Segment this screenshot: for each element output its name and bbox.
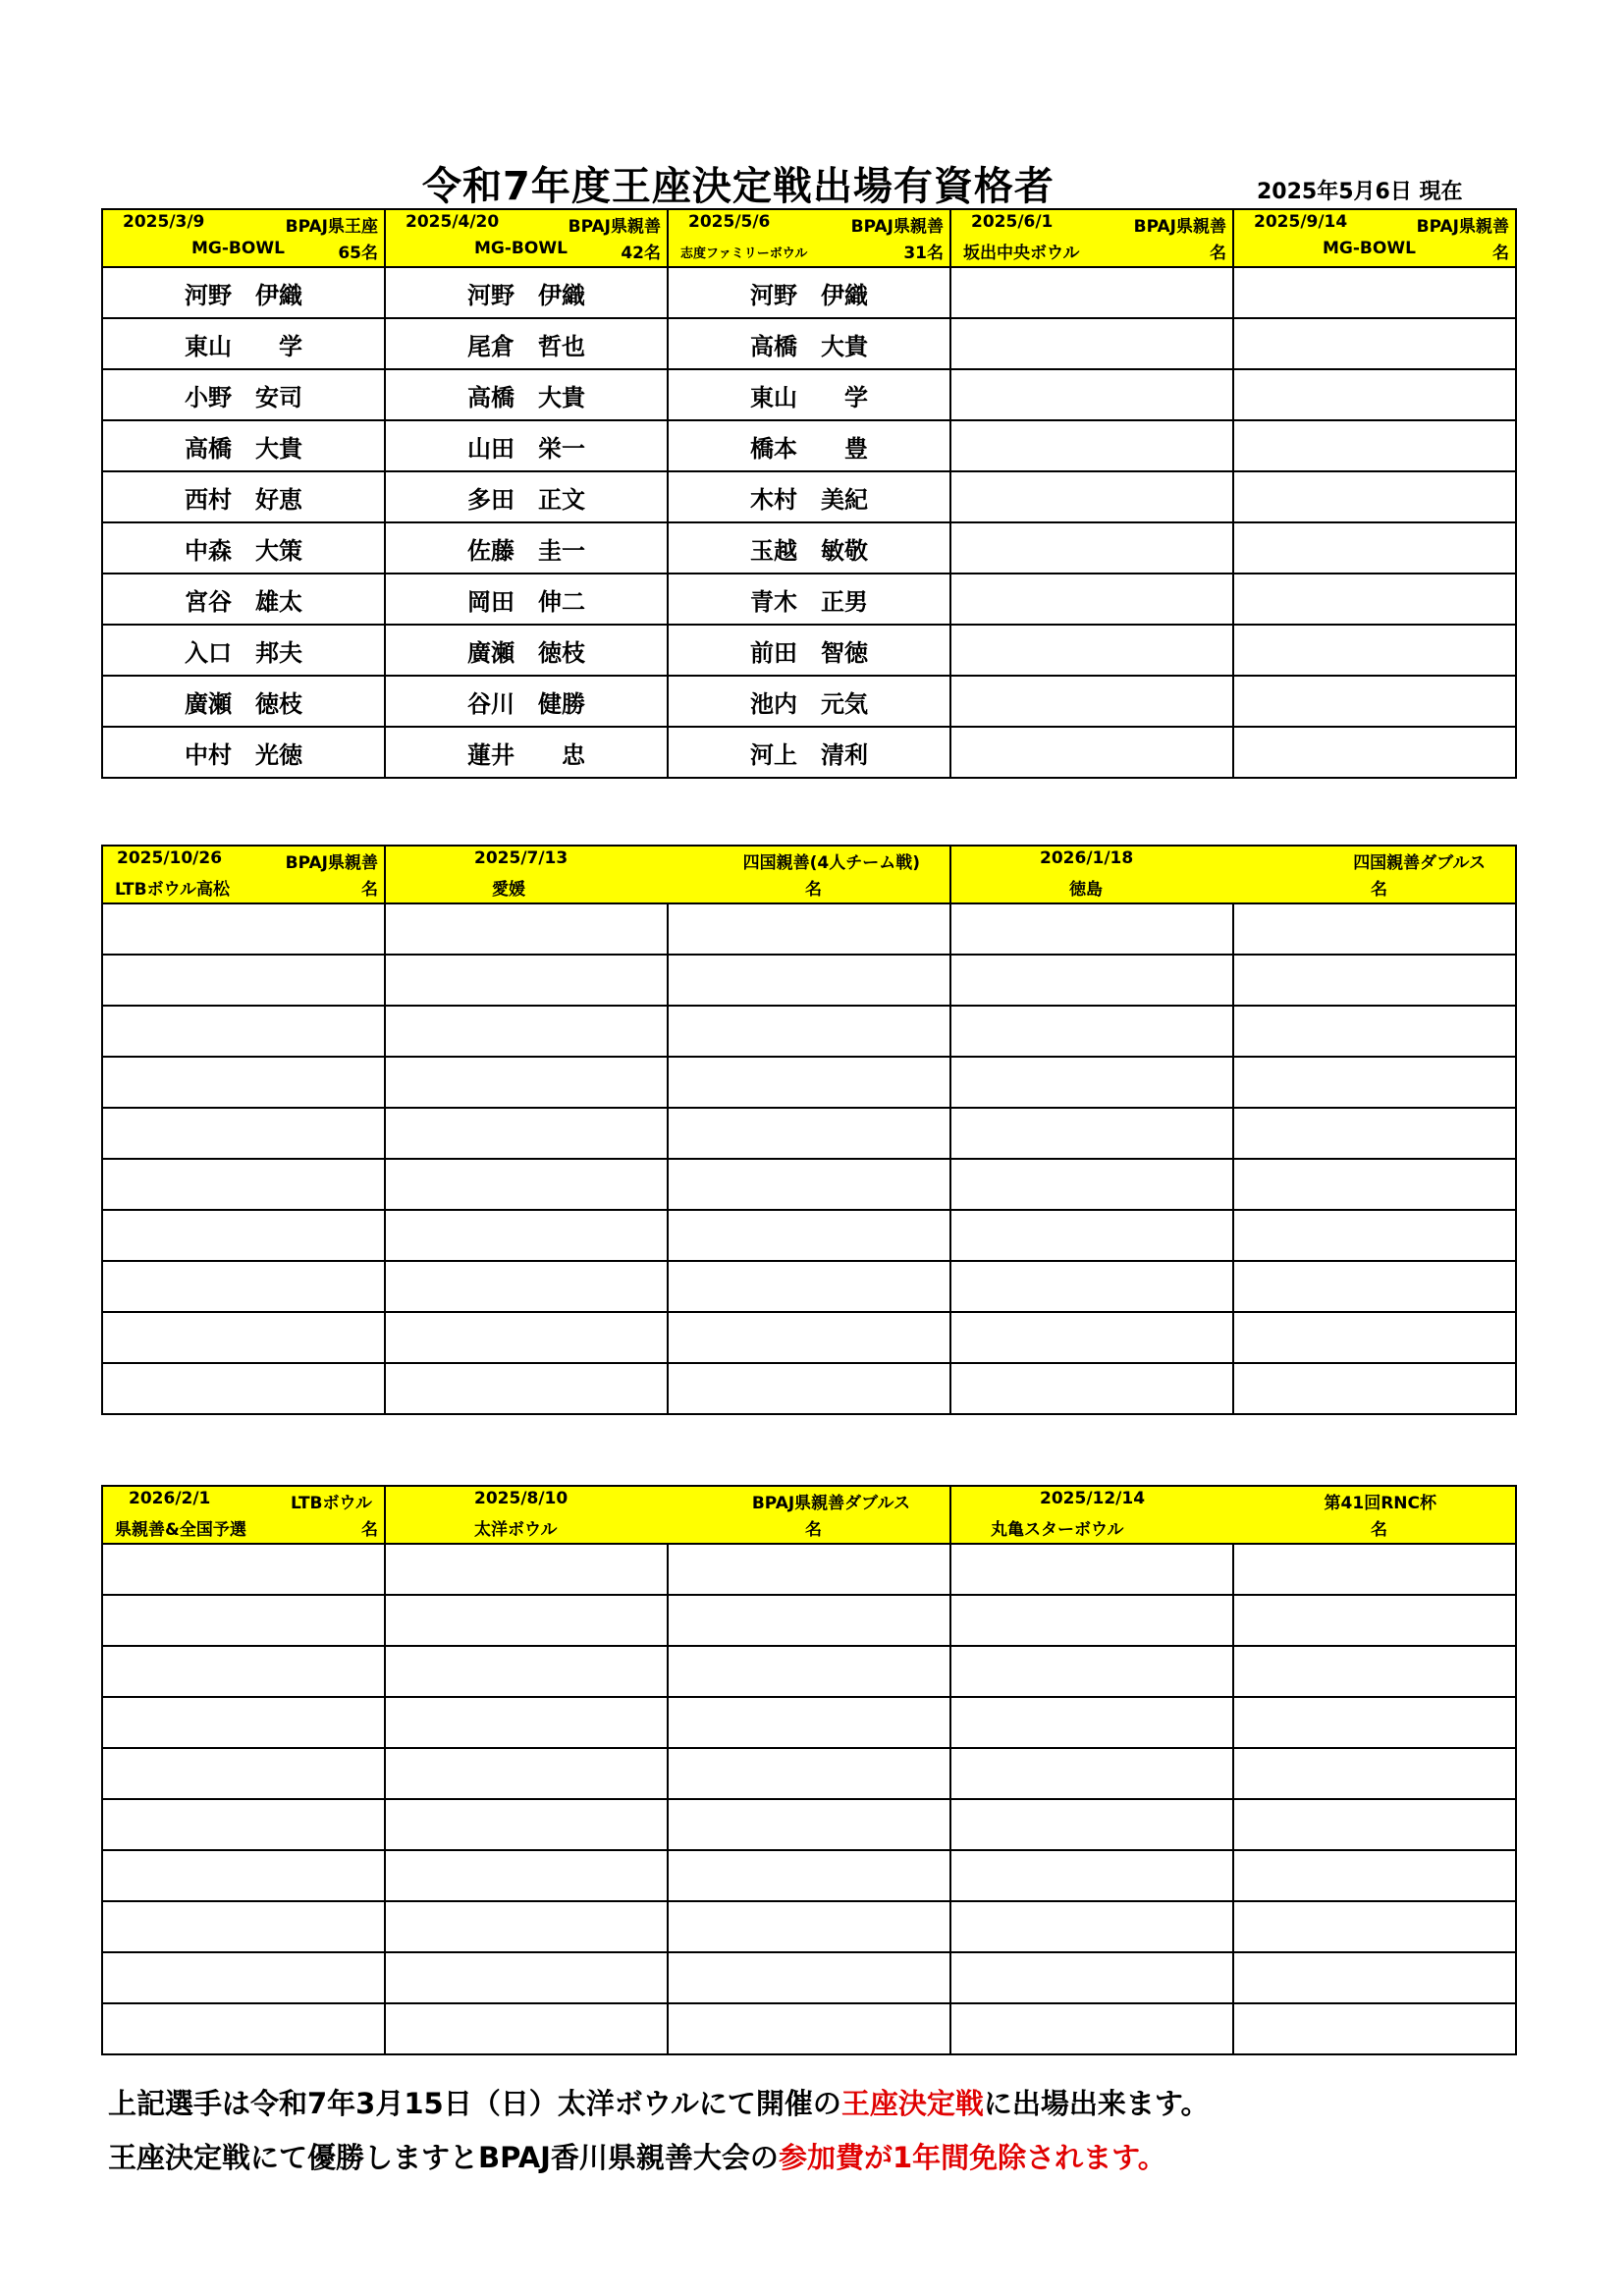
table-row — [102, 1850, 1516, 1901]
player-name-cell — [950, 1312, 1233, 1363]
player-name-cell — [668, 955, 950, 1006]
player-name-cell — [668, 1006, 950, 1057]
player-name-cell — [385, 955, 668, 1006]
player-name-cell — [102, 1159, 385, 1210]
event-header: 2025/9/14 BPAJ県親善 MG-BOWL 名 — [1233, 209, 1516, 267]
table-row — [102, 574, 1516, 625]
player-name-cell — [950, 1901, 1233, 1952]
player-name-cell: 河上 清利 — [668, 727, 950, 778]
player-name-cell — [102, 1748, 385, 1799]
table-row — [102, 1697, 1516, 1748]
player-name-cell — [102, 1952, 385, 2003]
event-header: 2026/1/18 四国親善ダブルス 徳島 名 — [950, 846, 1516, 903]
player-name-cell — [385, 903, 668, 955]
event-header: 2025/4/20 BPAJ県親善 MG-BOWL 42名 — [385, 209, 668, 267]
player-name-cell — [1233, 1646, 1516, 1697]
player-name-cell — [1233, 1697, 1516, 1748]
player-name-cell — [1233, 318, 1516, 369]
player-name-cell — [102, 1312, 385, 1363]
player-name-cell — [950, 420, 1233, 471]
event-header: 2025/8/10 BPAJ県親善ダブルス 太洋ボウル 名 — [385, 1486, 950, 1544]
event-header: 2025/10/26 BPAJ県親善 LTBボウル高松 名 — [102, 846, 385, 903]
player-name-cell: 西村 好恵 — [102, 471, 385, 522]
player-name-cell: 小野 安司 — [102, 369, 385, 420]
event-header: 2025/12/14 第41回RNC杯 丸亀スターボウル 名 — [950, 1486, 1516, 1544]
player-name-cell — [385, 1006, 668, 1057]
player-name-cell: 池内 元気 — [668, 676, 950, 727]
table-row — [102, 1646, 1516, 1697]
player-name-cell — [1233, 625, 1516, 676]
player-name-cell — [1233, 369, 1516, 420]
player-name-cell — [950, 955, 1233, 1006]
player-name-cell — [1233, 1108, 1516, 1159]
player-name-cell — [668, 2003, 950, 2054]
player-name-cell — [668, 1312, 950, 1363]
table-row — [102, 471, 1516, 522]
player-name-cell — [385, 1748, 668, 1799]
player-name-cell — [950, 1850, 1233, 1901]
player-name-cell — [950, 318, 1233, 369]
player-name-cell — [1233, 1057, 1516, 1108]
table-row — [102, 903, 1516, 955]
player-name-cell: 河野 伊織 — [668, 267, 950, 318]
table-row — [102, 1159, 1516, 1210]
table-row — [102, 1748, 1516, 1799]
player-name-cell: 佐藤 圭一 — [385, 522, 668, 574]
player-name-cell — [1233, 903, 1516, 955]
player-name-cell: 山田 栄一 — [385, 420, 668, 471]
player-name-cell: 高橋 大貴 — [102, 420, 385, 471]
player-name-cell — [102, 1697, 385, 1748]
player-name-cell — [1233, 1901, 1516, 1952]
player-name-cell — [385, 1544, 668, 1595]
player-name-cell: 廣瀬 徳枝 — [385, 625, 668, 676]
table-row — [102, 1595, 1516, 1646]
player-name-cell — [950, 574, 1233, 625]
qualifier-table-3 — [101, 1485, 1517, 2055]
player-name-cell — [950, 1952, 1233, 2003]
player-name-cell: 河野 伊織 — [385, 267, 668, 318]
player-name-cell — [950, 1646, 1233, 1697]
player-name-cell: 玉越 敏敬 — [668, 522, 950, 574]
player-name-cell — [102, 1057, 385, 1108]
player-name-cell — [950, 522, 1233, 574]
player-name-cell — [668, 1363, 950, 1414]
player-name-cell — [385, 2003, 668, 2054]
player-name-cell — [1233, 955, 1516, 1006]
player-name-cell — [385, 1363, 668, 1414]
player-name-cell — [950, 1363, 1233, 1414]
player-name-cell — [102, 1006, 385, 1057]
table-row — [102, 267, 1516, 318]
player-name-cell: 尾倉 哲也 — [385, 318, 668, 369]
player-name-cell — [668, 1850, 950, 1901]
player-name-cell — [1233, 1006, 1516, 1057]
player-name-cell — [668, 1159, 950, 1210]
player-name-cell: 橋本 豊 — [668, 420, 950, 471]
player-name-cell — [950, 1595, 1233, 1646]
player-name-cell: 中村 光徳 — [102, 727, 385, 778]
player-name-cell: 岡田 伸二 — [385, 574, 668, 625]
player-name-cell: 廣瀬 徳枝 — [102, 676, 385, 727]
player-name-cell — [385, 1108, 668, 1159]
player-name-cell — [1233, 1363, 1516, 1414]
player-name-cell — [950, 1210, 1233, 1261]
player-name-cell — [102, 1261, 385, 1312]
player-name-cell — [102, 1595, 385, 1646]
player-name-cell: 高橋 大貴 — [668, 318, 950, 369]
qualifier-rows — [102, 267, 1516, 778]
player-name-cell — [950, 676, 1233, 727]
table-row — [102, 1057, 1516, 1108]
table-row — [102, 369, 1516, 420]
player-name-cell — [950, 903, 1233, 955]
player-name-cell — [385, 1697, 668, 1748]
player-name-cell — [668, 1108, 950, 1159]
player-name-cell — [668, 1544, 950, 1595]
event-header: 2025/6/1 BPAJ県親善 坂出中央ボウル 名 — [950, 209, 1233, 267]
player-name-cell — [668, 1595, 950, 1646]
player-name-cell — [1233, 522, 1516, 574]
player-name-cell — [668, 1799, 950, 1850]
player-name-cell: 多田 正文 — [385, 471, 668, 522]
table-row — [102, 1312, 1516, 1363]
player-name-cell: 木村 美紀 — [668, 471, 950, 522]
event-header: 2025/7/13 四国親善(4人チーム戦) 愛媛 名 — [385, 846, 950, 903]
player-name-cell: 宮谷 雄太 — [102, 574, 385, 625]
player-name-cell — [102, 1850, 385, 1901]
player-name-cell — [385, 1261, 668, 1312]
player-name-cell — [1233, 1210, 1516, 1261]
table-row — [102, 420, 1516, 471]
player-name-cell — [102, 1108, 385, 1159]
player-name-cell — [385, 1595, 668, 1646]
player-name-cell — [950, 2003, 1233, 2054]
player-name-cell — [668, 1646, 950, 1697]
player-name-cell — [102, 1901, 385, 1952]
page-title: 令和7年度王座決定戦出場有資格者 — [422, 164, 1055, 209]
player-name-cell: 蓮井 忠 — [385, 727, 668, 778]
player-name-cell: 河野 伊織 — [102, 267, 385, 318]
player-name-cell — [1233, 1595, 1516, 1646]
player-name-cell — [102, 1799, 385, 1850]
player-name-cell — [1233, 574, 1516, 625]
table-row — [102, 1006, 1516, 1057]
table-row — [102, 1544, 1516, 1595]
table-header-row — [102, 1486, 1516, 1544]
player-name-cell — [1233, 1312, 1516, 1363]
table-row — [102, 1363, 1516, 1414]
player-name-cell — [950, 727, 1233, 778]
table-header-row — [102, 846, 1516, 903]
table-row — [102, 1901, 1516, 1952]
table-row — [102, 1108, 1516, 1159]
player-name-cell — [385, 1952, 668, 2003]
player-name-cell — [668, 1210, 950, 1261]
table-row — [102, 522, 1516, 574]
player-name-cell: 前田 智徳 — [668, 625, 950, 676]
player-name-cell — [1233, 1159, 1516, 1210]
player-name-cell — [950, 1697, 1233, 1748]
player-name-cell — [1233, 471, 1516, 522]
player-name-cell: 東山 学 — [668, 369, 950, 420]
note-line-2: 王座決定戦にて優勝しますとBPAJ香川県親善大会の参加費が1年間免除されます。 — [108, 2141, 1166, 2174]
player-name-cell: 谷川 健勝 — [385, 676, 668, 727]
player-name-cell — [102, 1646, 385, 1697]
player-name-cell — [668, 903, 950, 955]
note-line-1: 上記選手は令和7年3月15日（日）太洋ボウルにて開催の王座決定戦に出場出来ます。 — [108, 2087, 1210, 2120]
player-name-cell — [950, 1159, 1233, 1210]
player-name-cell — [1233, 727, 1516, 778]
table-row — [102, 1210, 1516, 1261]
table-row — [102, 727, 1516, 778]
player-name-cell — [668, 1748, 950, 1799]
player-name-cell — [950, 1006, 1233, 1057]
player-name-cell — [102, 1210, 385, 1261]
player-name-cell — [385, 1799, 668, 1850]
player-name-cell — [950, 1799, 1233, 1850]
player-name-cell — [950, 1057, 1233, 1108]
player-name-cell — [385, 1646, 668, 1697]
player-name-cell — [102, 2003, 385, 2054]
qualifier-table-1 — [101, 208, 1517, 779]
player-name-cell — [385, 1159, 668, 1210]
player-name-cell: 中森 大策 — [102, 522, 385, 574]
player-name-cell: 青木 正男 — [668, 574, 950, 625]
player-name-cell — [950, 1108, 1233, 1159]
player-name-cell: 高橋 大貴 — [385, 369, 668, 420]
player-name-cell — [1233, 1799, 1516, 1850]
player-name-cell: 東山 学 — [102, 318, 385, 369]
player-name-cell — [102, 955, 385, 1006]
player-name-cell — [102, 903, 385, 955]
table-row — [102, 955, 1516, 1006]
player-name-cell — [950, 267, 1233, 318]
player-name-cell — [1233, 420, 1516, 471]
event-header: 2025/3/9 BPAJ県王座 MG-BOWL 65名 — [102, 209, 385, 267]
qualifier-rows — [102, 903, 1516, 1414]
player-name-cell — [668, 1952, 950, 2003]
player-name-cell — [950, 1261, 1233, 1312]
player-name-cell — [385, 1850, 668, 1901]
player-name-cell — [385, 1210, 668, 1261]
player-name-cell: 入口 邦夫 — [102, 625, 385, 676]
player-name-cell — [1233, 267, 1516, 318]
qualifier-rows — [102, 1544, 1516, 2054]
qualifier-table-2 — [101, 845, 1517, 1415]
player-name-cell — [1233, 1850, 1516, 1901]
player-name-cell — [668, 1261, 950, 1312]
table-header-row — [102, 209, 1516, 267]
player-name-cell — [385, 1901, 668, 1952]
player-name-cell — [668, 1901, 950, 1952]
player-name-cell — [1233, 676, 1516, 727]
event-header: 2025/5/6 BPAJ県親善 志度ファミリーボウル 31名 — [668, 209, 950, 267]
player-name-cell — [668, 1697, 950, 1748]
player-name-cell — [102, 1363, 385, 1414]
player-name-cell — [1233, 1544, 1516, 1595]
table-row — [102, 1799, 1516, 1850]
player-name-cell — [950, 1544, 1233, 1595]
player-name-cell — [1233, 2003, 1516, 2054]
player-name-cell — [950, 1748, 1233, 1799]
table-row — [102, 318, 1516, 369]
player-name-cell — [950, 471, 1233, 522]
as-of-date: 2025年5月6日 現在 — [1257, 180, 1463, 204]
player-name-cell — [1233, 1261, 1516, 1312]
player-name-cell — [1233, 1952, 1516, 2003]
table-row — [102, 625, 1516, 676]
table-row — [102, 1261, 1516, 1312]
table-row — [102, 2003, 1516, 2054]
table-row — [102, 676, 1516, 727]
player-name-cell — [950, 369, 1233, 420]
player-name-cell — [385, 1057, 668, 1108]
player-name-cell — [950, 625, 1233, 676]
table-row — [102, 1952, 1516, 2003]
player-name-cell — [385, 1312, 668, 1363]
player-name-cell — [102, 1544, 385, 1595]
event-header: 2026/2/1 LTBボウル 県親善&全国予選 名 — [102, 1486, 385, 1544]
player-name-cell — [668, 1057, 950, 1108]
player-name-cell — [1233, 1748, 1516, 1799]
